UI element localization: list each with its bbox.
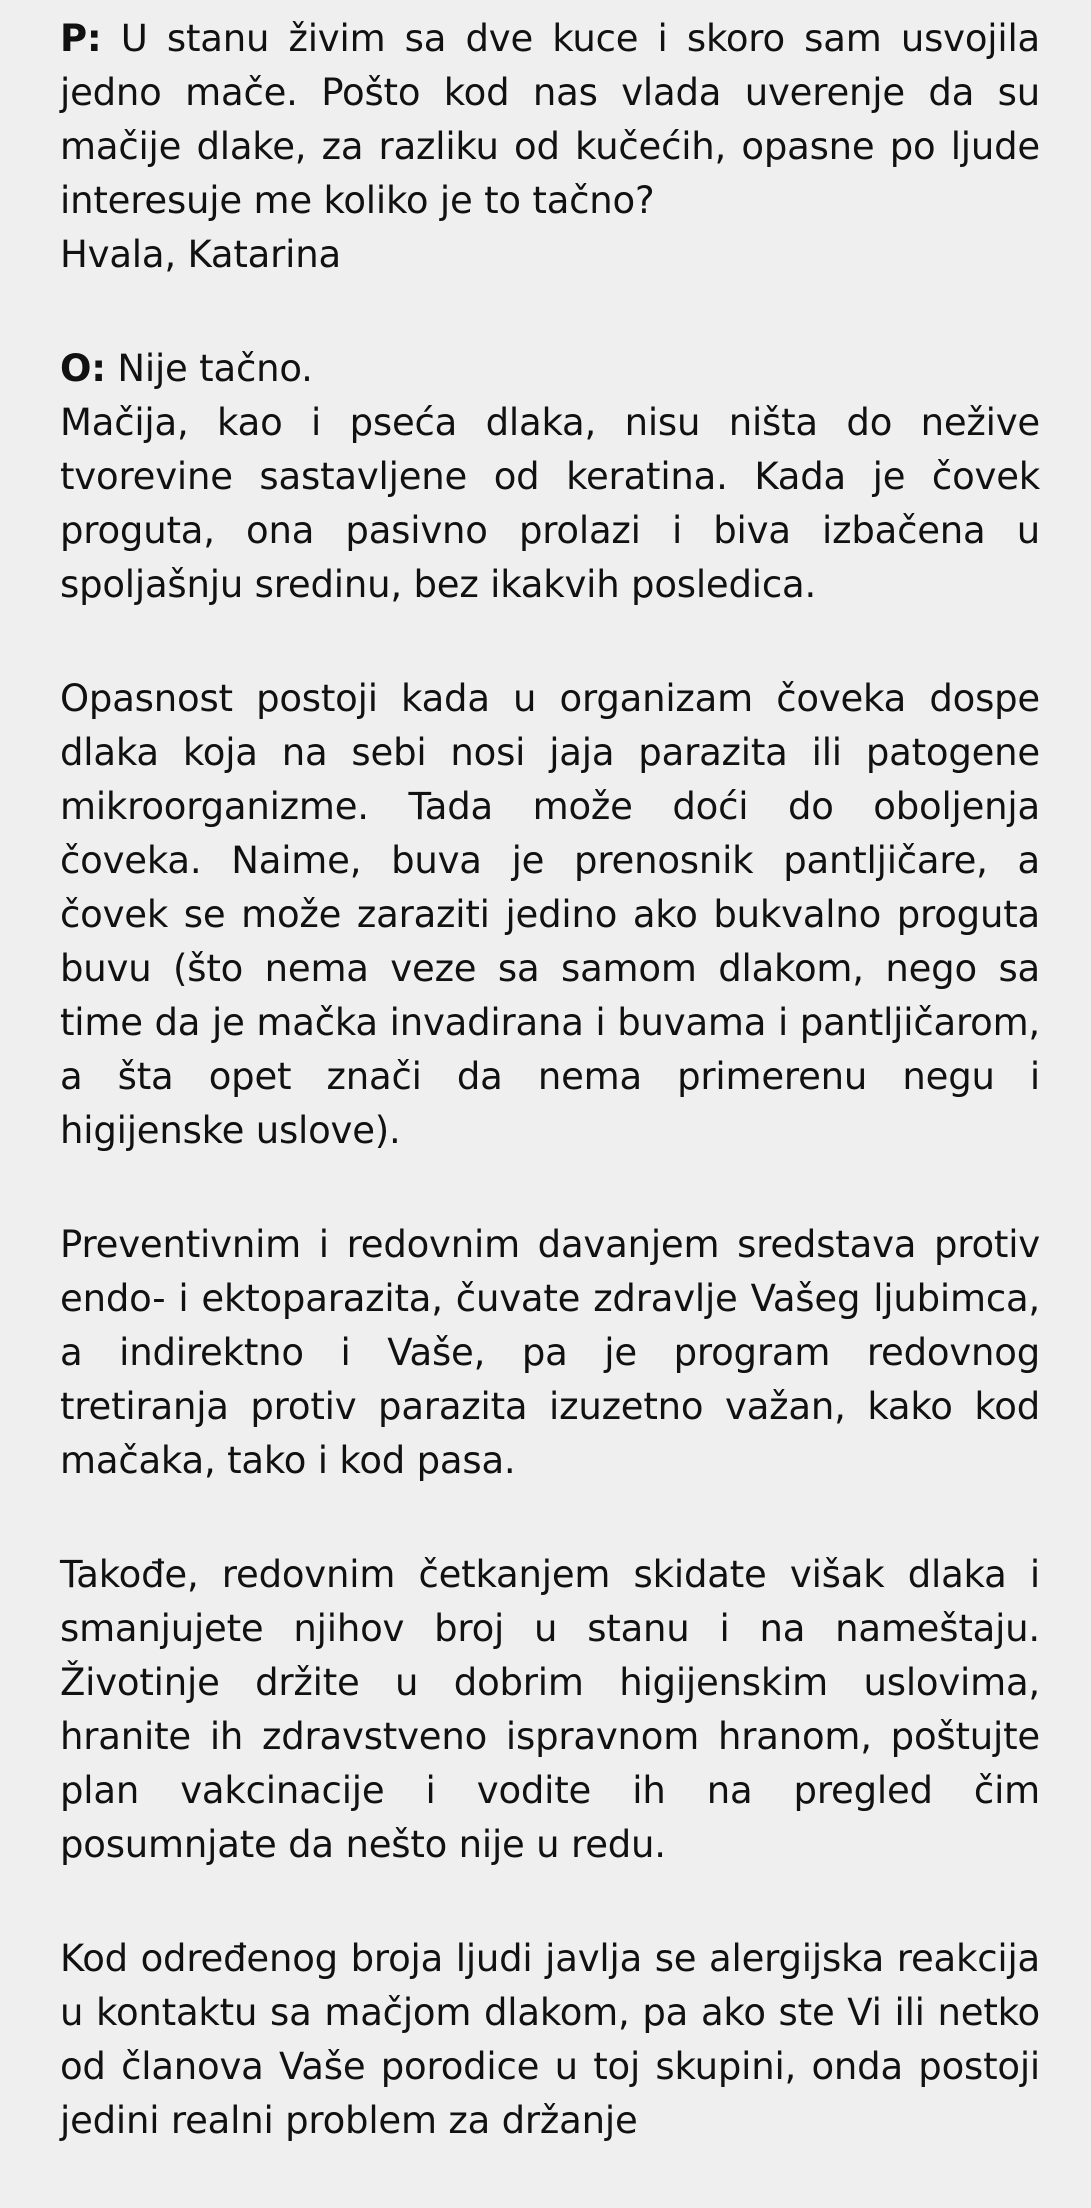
question-text: U stanu živim sa dve kuce i skoro sam usvojila jedno mače. Pošto kod nas vlada uverenje da su mačije dlake, za razliku od kučećih, opasne po ljude interesuje me koliko je to tačno? [60,17,1040,222]
answer-label: O: [60,347,106,390]
paragraph-care: Takođe, redovnim četkanjem skidate višak dlaka i smanjujete njihov broj u stanu i na nameštaju. Životinje držite u dobrim higijenskim uslovima, hranite ih zdravstveno ispravnom hranom, poštujte plan vakcinacije i vodite ih na pregled čim posumnjate da nešto nije u redu. [60,1553,1040,1866]
paragraph-allergy: Kod određenog broja ljudi javlja se alergijska reakcija u kontaktu sa mačjom dlakom, pa ako ste Vi ili netko od članova Vaše porodice u toj skupini, onda postoji jedini realni problem za držanje [60,1937,1040,2142]
paragraph-parasites: Opasnost postoji kada u organizam čoveka dospe dlaka koja na sebi nosi jaja parazita ili patogene mikroorganizme. Tada može doći do oboljenja čoveka. Naime, buva je prenosnik pantljičare, a čovek se može zaraziti jedino ako bukvalno proguta buvu (što nema veze sa samom dlakom, nego sa time da je mačka invadirana i buvama i pantljičarom, a šta opet znači da nema primerenu negu i higijenske uslove). [60,677,1040,1152]
answer-paragraph [60,342,1040,612]
question-signature: Hvala, Katarina [60,233,341,276]
paragraph-prevention: Preventivnim i redovnim davanjem sredstava protiv endo- i ektoparazita, čuvate zdravlje Vašeg ljubimca, a indirektno i Vaše, pa je program redovnog tretiranja protiv parazita izuzetno važan, kako kod mačaka, tako i kod pasa. [60,1223,1040,1482]
answer-text: Mačija, kao i pseća dlaka, nisu ništa do nežive tvorevine sastavljene od keratina. Kada je čovek proguta, ona pasivno prolazi i biva izbačena u spoljašnju sredinu, bez ikakvih posledica. [60,401,1040,606]
question-paragraph [60,12,1040,282]
question-label: P: [60,17,102,60]
answer-short: Nije tačno. [117,347,313,390]
article [60,12,1040,2208]
